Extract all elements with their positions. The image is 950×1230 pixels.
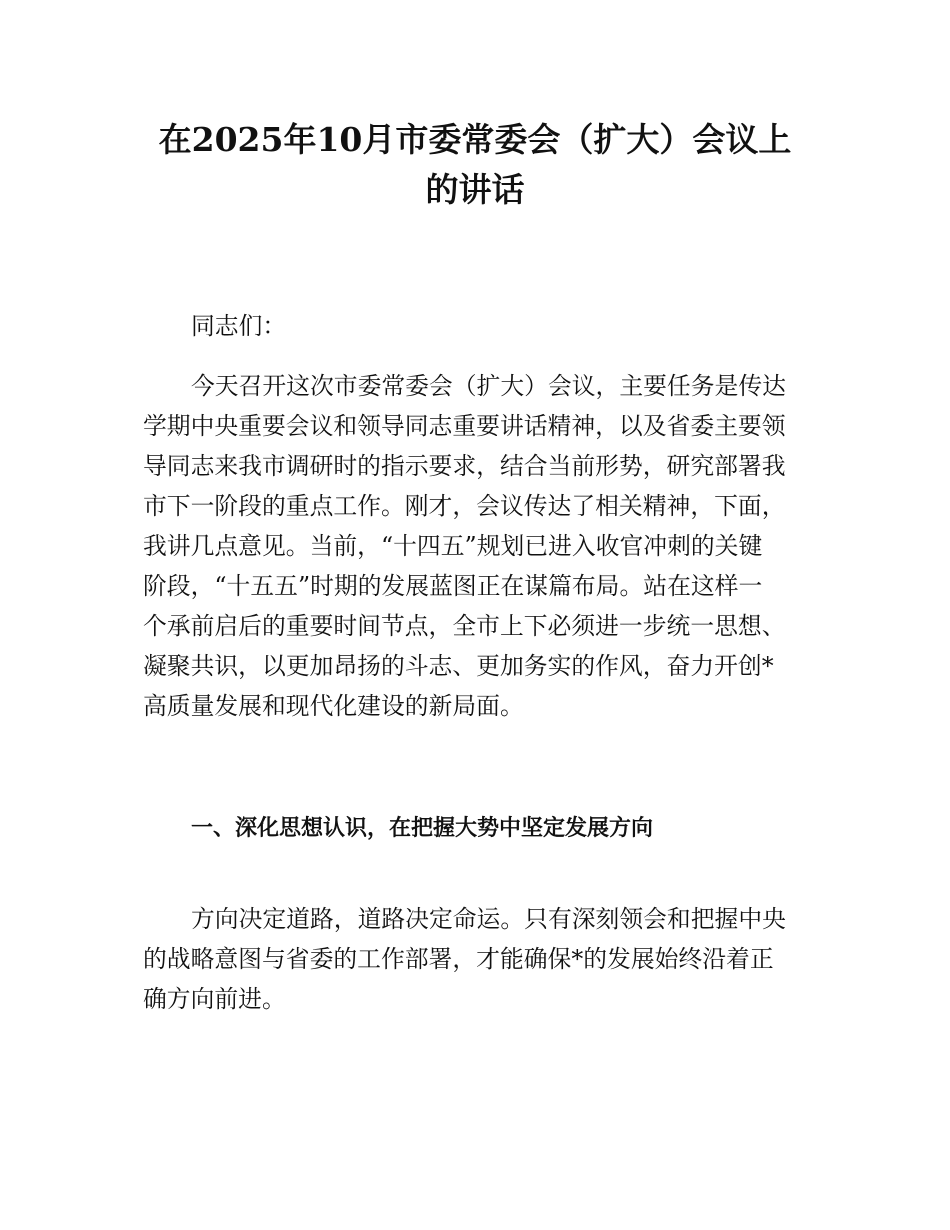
text-line: 凝聚共识，以更加昂扬的斗志、更加务实的作风，奋力开创* [143,652,774,680]
text-line: 个承前启后的重要时间节点，全市上下必须进一步统一思想、 [143,612,786,640]
text-line: 高质量发展和现代化建设的新局面。 [143,692,524,720]
text-line: 学期中央重要会议和领导同志重要讲话精神，以及省委主要领 [143,412,786,440]
text-line: 阶段，“十五五”时期的发展蓝图正在谋篇布局。站在这样一 [143,572,763,600]
document-title [0,115,950,215]
text-line: 方向决定道路，道路决定命运。只有深刻领会和把握中央 [191,905,786,933]
text-line: 今天召开这次市委常委会（扩大）会议，主要任务是传达 [191,372,786,400]
text-line: 市下一阶段的重点工作。刚才，会议传达了相关精神，下面， [143,492,786,520]
title-line: 在2025年10月市委常委会（扩大）会议上 [158,120,792,159]
text-line: 导同志来我市调研时的指示要求，结合当前形势，研究部署我 [143,452,786,480]
section-heading: 一、深化思想认识，在把握大势中坚定发展方向 [191,816,654,841]
title-line: 的讲话 [425,170,525,209]
text-line: 的战略意图与省委的工作部署，才能确保*的发展始终沿着正 [143,945,774,973]
text-line: 确方向前进。 [143,985,286,1013]
text-line: 我讲几点意见。当前，“十四五”规划已进入收官冲刺的关键 [143,532,763,560]
salutation: 同志们： [191,312,287,340]
